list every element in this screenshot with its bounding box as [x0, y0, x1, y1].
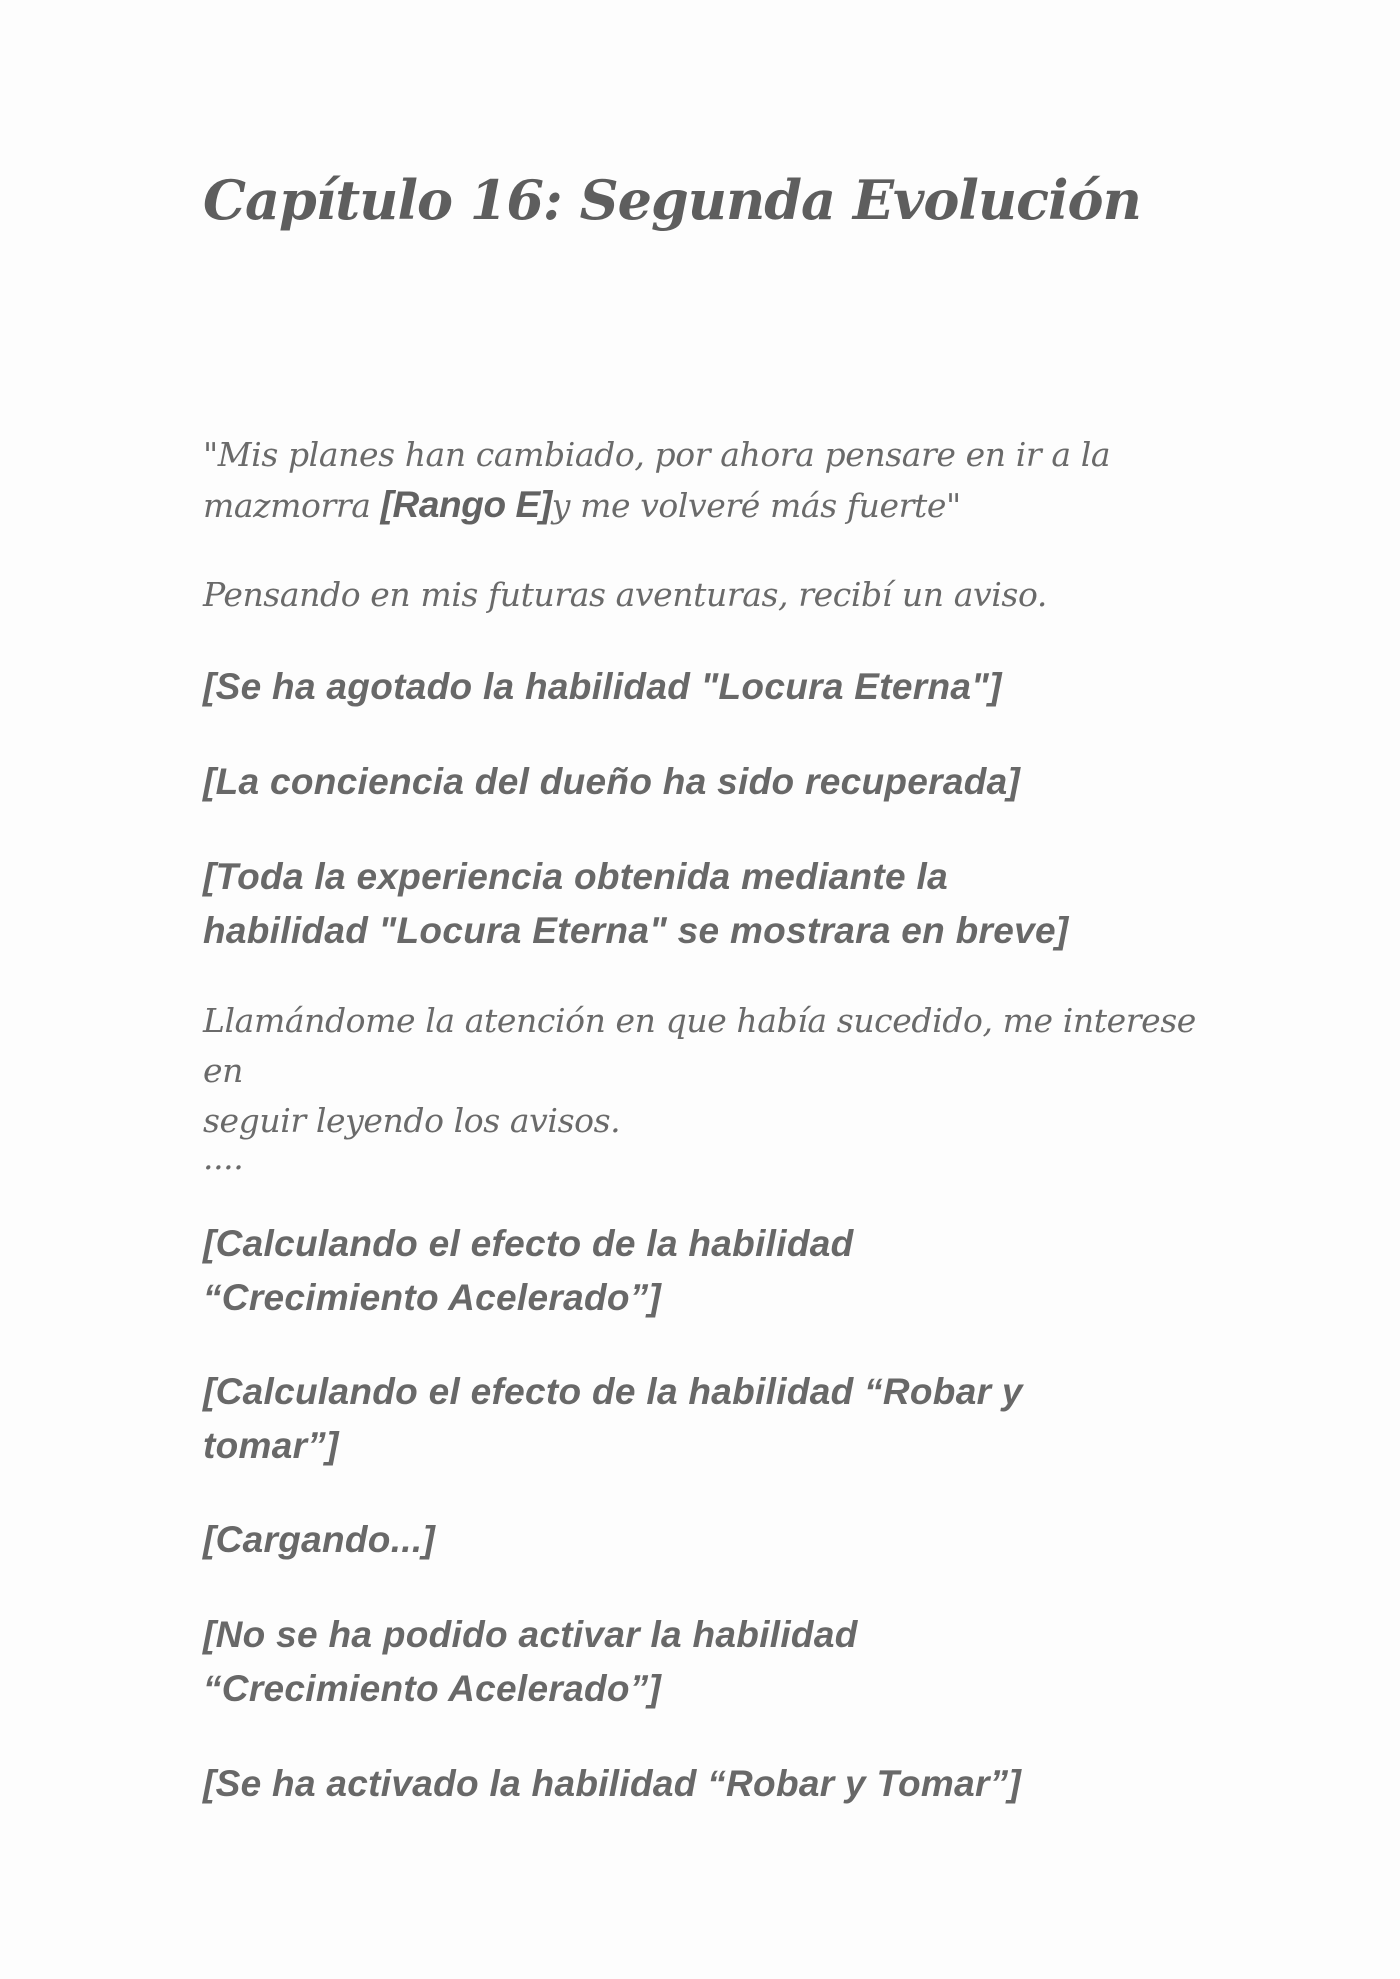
chapter-title: Capítulo 16: Segunda Evolución	[203, 168, 1141, 232]
system-notification-5	[203, 1365, 1203, 1473]
notification-line: tomar”]	[203, 1425, 339, 1466]
narrative-paragraph-3	[203, 996, 1203, 1146]
narrative-line: seguir leyendo los avisos.	[203, 1101, 621, 1140]
system-notification-4	[203, 1217, 1203, 1325]
system-notification-1: [Se ha agotado la habilidad "Locura Eterna"]	[203, 666, 1002, 707]
rank-tag: [Rango E]	[380, 484, 552, 525]
system-notification-6: [Cargando...]	[203, 1519, 436, 1560]
system-notification-7	[203, 1608, 1203, 1716]
narrative-line: "Mis planes han cambiado, por ahora pensare en ir a la	[203, 435, 1111, 474]
system-notification-3	[203, 850, 1203, 958]
narrative-line: mazmorra	[203, 486, 381, 525]
system-notification-8: [Se ha activado la habilidad “Robar y Tomar”]	[203, 1763, 1022, 1804]
notification-line: habilidad "Locura Eterna" se mostrara en breve]	[203, 910, 1069, 951]
system-notification-2: [La conciencia del dueño ha sido recuperada]	[203, 761, 1021, 802]
notification-line: [Calculando el efecto de la habilidad “Robar y	[203, 1371, 1023, 1412]
ellipsis-line: ....	[203, 1138, 244, 1177]
narrative-paragraph-1	[203, 430, 1203, 531]
narrative-line: y me volveré más fuerte"	[551, 486, 961, 525]
narrative-line: Llamándome la atención en que había sucedido, me interese en	[203, 1001, 1196, 1090]
narrative-paragraph-2: Pensando en mis futuras aventuras, recibí un aviso.	[203, 575, 1047, 614]
notification-line: “Crecimiento Acelerado”]	[203, 1277, 662, 1318]
notification-line: [Toda la experiencia obtenida mediante la	[203, 856, 948, 897]
notification-line: “Crecimiento Acelerado”]	[203, 1668, 662, 1709]
notification-line: [Calculando el efecto de la habilidad	[203, 1223, 854, 1264]
notification-line: [No se ha podido activar la habilidad	[203, 1614, 858, 1655]
